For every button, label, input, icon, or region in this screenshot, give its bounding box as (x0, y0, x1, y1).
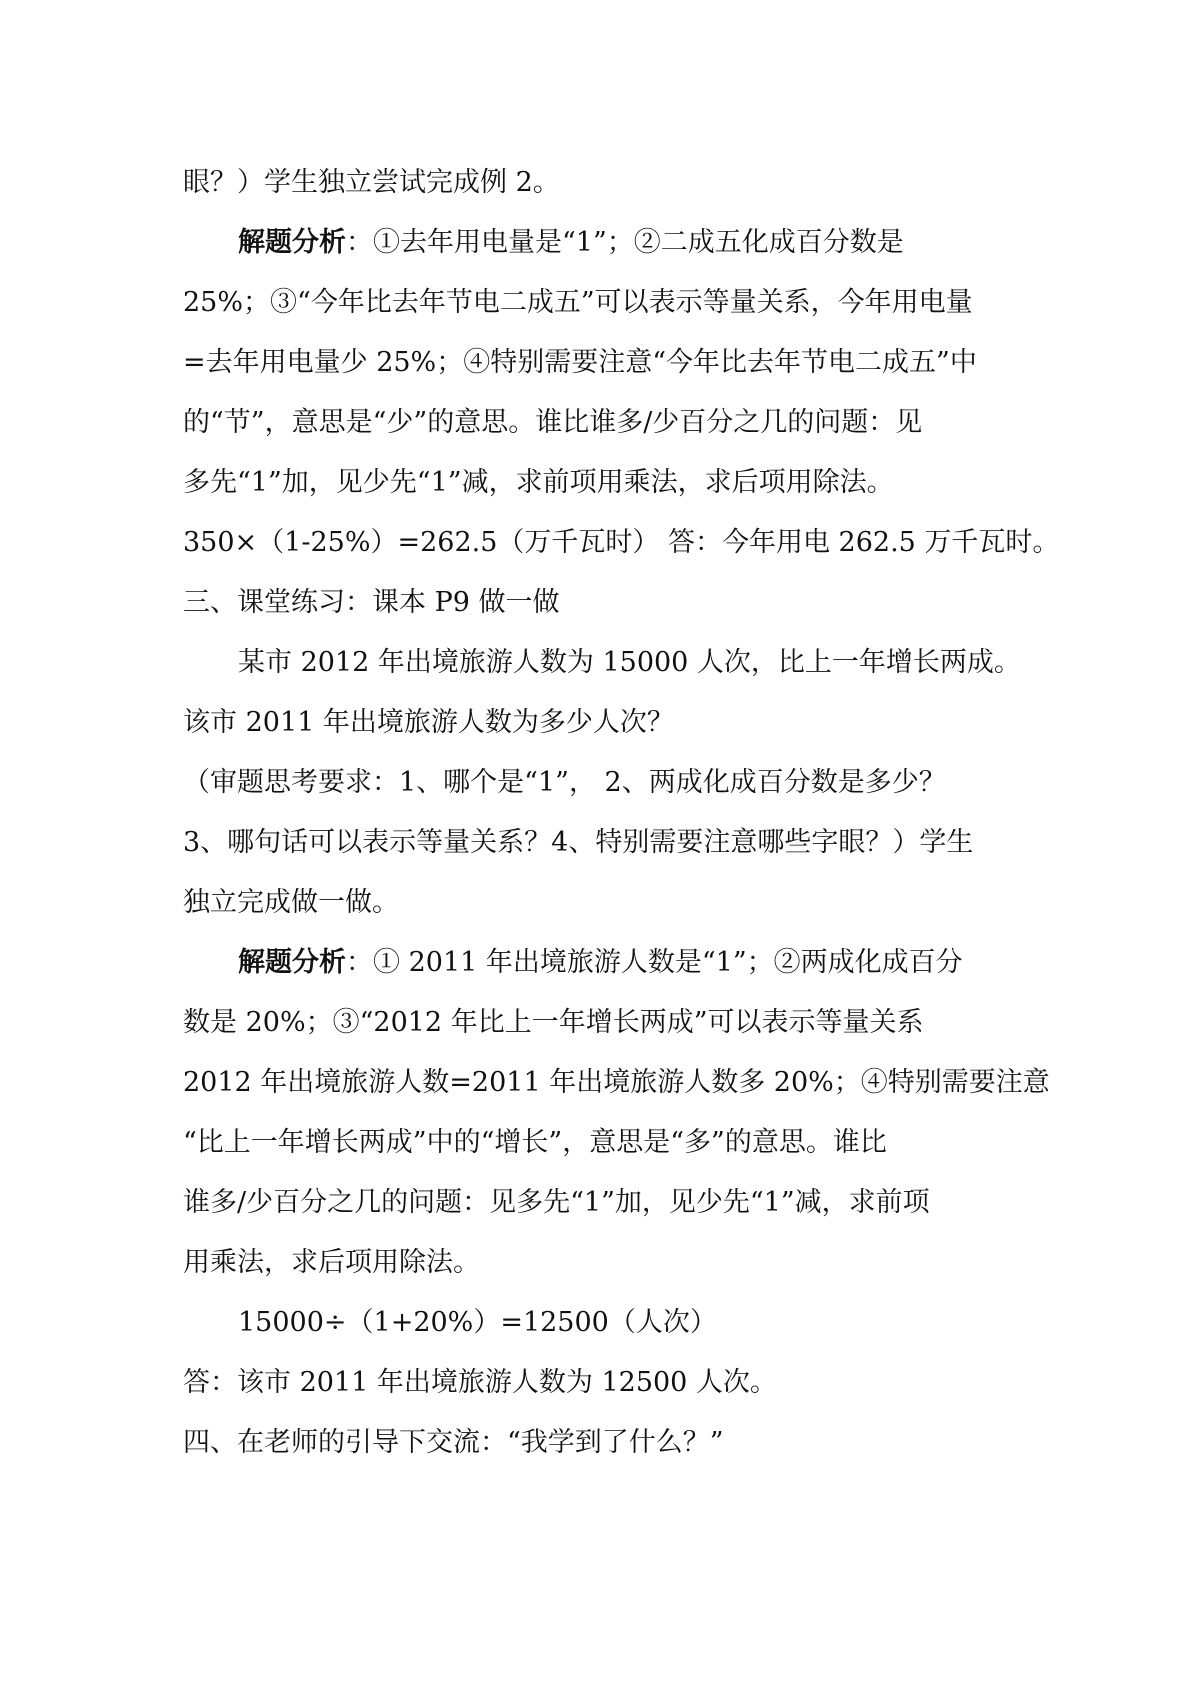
analysis-heading: 解题分析 (238, 227, 346, 258)
text-line-content: ：① 2011 年出境旅游人数是“1”；②两成化成百分 (346, 947, 963, 978)
text-line: （审题思考要求：1、哪个是“1”， 2、两成化成百分数是多少？ (183, 767, 946, 798)
text-line: 谁多/少百分之几的问题：见多先“1”加，见少先“1”减，求前项 (183, 1187, 930, 1218)
text-line: 眼？）学生独立尝试完成例 2。 (183, 167, 560, 198)
text-line (238, 945, 963, 981)
text-line: 该市 2011 年出境旅游人数为多少人次？ (183, 707, 674, 738)
text-line: 25%；③“今年比去年节电二成五”可以表示等量关系，今年用电量 (183, 287, 973, 318)
text-line: =去年用电量少 25%；④特别需要注意“今年比去年节电二成五”中 (183, 347, 977, 378)
text-line: 的“节”，意思是“少”的意思。谁比谁多/少百分之几的问题：见 (183, 407, 923, 438)
calculation-line: 15000÷（1+20%）=12500（人次） (238, 1307, 717, 1338)
answer-line: 答：该市 2011 年出境旅游人数为 12500 人次。 (183, 1367, 777, 1398)
text-line (238, 225, 904, 261)
text-line-content: ：①去年用电量是“1”；②二成五化成百分数是 (346, 227, 904, 258)
text-line: 3、哪句话可以表示等量关系？4、特别需要注意哪些字眼？）学生 (183, 827, 974, 858)
section-heading: 四、在老师的引导下交流：“我学到了什么？” (183, 1427, 724, 1458)
analysis-heading: 解题分析 (238, 947, 346, 978)
calculation-line: 350×（1-25%）=262.5（万千瓦时） 答：今年用电 262.5 万千瓦时。 (183, 527, 1060, 558)
text-line: “比上一年增长两成”中的“增长”，意思是“多”的意思。谁比 (183, 1127, 887, 1158)
text-line: 某市 2012 年出境旅游人数为 15000 人次，比上一年增长两成。 (238, 647, 1021, 678)
text-line: 多先“1”加，见少先“1”减，求前项用乘法，求后项用除法。 (183, 467, 894, 498)
text-line: 2012 年出境旅游人数=2011 年出境旅游人数多 20%；④特别需要注意 (183, 1067, 1050, 1098)
text-line: 用乘法，求后项用除法。 (183, 1247, 480, 1278)
text-line: 独立完成做一做。 (183, 887, 399, 918)
text-line: 数是 20%；③“2012 年比上一年增长两成”可以表示等量关系 (183, 1007, 924, 1038)
section-heading: 三、课堂练习：课本 P9 做一做 (183, 587, 560, 618)
